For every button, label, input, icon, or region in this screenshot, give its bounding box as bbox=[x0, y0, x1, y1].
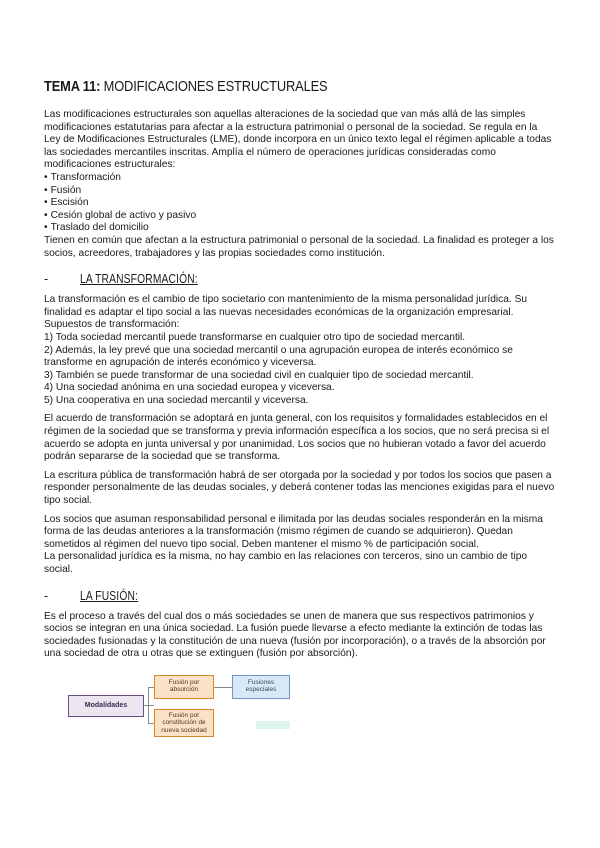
list-item: • Cesión global de activo y pasivo bbox=[44, 210, 556, 223]
intro-paragraph: Las modificaciones estructurales son aquellas alteraciones de la sociedad que van más allá de las simples modificaciones estatutarias para afectar a la estructura patrimonial o personal de la sociedad. Se regula en la Ley de Modificaciones Estructurales (LME), donde incorpora en un único texto legal el régimen aplicable a todas las sociedades mercantiles inscritas. Amplía el número de operaciones jurídicas consideradas como modificaciones estructurales: bbox=[44, 109, 552, 171]
fusiones-especiales-box: Fusiones especiales bbox=[232, 675, 290, 699]
transformacion-acuerdo: El acuerdo de transformación se adoptará en junta general, con los requisitos y formalidades establecidos en el régimen de la sociedad que se transforma y previa información específica a los socios, que no será precisa si el acuerdo se adopta en junta universal y por unanimidad. Los socios que no hubieran votado a favor del acuerdo podrán separarse de la sociedad que se transforma. bbox=[44, 413, 550, 463]
supuestos-list bbox=[44, 332, 556, 408]
heading-label: LA TRANSFORMACIÓN: bbox=[80, 272, 198, 287]
supuestos-label: Supuestos de transformación: bbox=[44, 319, 180, 331]
heading-dash: - bbox=[44, 588, 49, 603]
title-number: TEMA 11: bbox=[44, 78, 101, 95]
section-heading-fusion bbox=[44, 589, 556, 603]
document-page bbox=[44, 78, 556, 741]
connector-line bbox=[214, 687, 232, 688]
list-item: • Escisión bbox=[44, 197, 556, 210]
fusion-modalidades-diagram bbox=[44, 671, 556, 741]
heading-dash: - bbox=[44, 272, 49, 287]
heading-label: LA FUSIÓN: bbox=[80, 588, 139, 603]
fusion-definition: Es el proceso a través del cual dos o más sociedades se unen de manera que sus respectivos patrimonios y socios se integran en una única sociedad. La fusión puede llevarse a efecto mediante la extinción de todas las sociedades fusionadas y la constitución de una nueva (fusión por incorporación), o a través de la absorción por una sociedad de otra u otras que se extinguen (fusión por absorción). bbox=[44, 610, 546, 660]
list-item: 5) Una cooperativa en una sociedad mercantil y viceversa. bbox=[44, 394, 309, 406]
list-item: 1) Toda sociedad mercantil puede transformarse en cualquier otro tipo de sociedad mercantil. bbox=[44, 331, 466, 343]
list-item: 2) Además, la ley prevé que una sociedad mercantil o una agrupación europea de interés económico se transforme en agrupación de interés económico y viceversa. bbox=[44, 344, 513, 369]
modifications-list bbox=[44, 172, 556, 235]
diagram-placeholder-box bbox=[256, 721, 290, 729]
modalidades-box: Modalidades bbox=[68, 695, 144, 717]
section-heading-transformacion bbox=[44, 272, 556, 286]
connector-line bbox=[148, 687, 149, 723]
connector-line bbox=[144, 705, 154, 706]
transformacion-personalidad: La personalidad jurídica es la misma, no hay cambio en las relaciones con terceros, sino un cambio de tipo social. bbox=[44, 551, 528, 575]
list-item: 3) También se puede transformar de una sociedad civil en cualquier tipo de sociedad mercantil. bbox=[44, 369, 474, 381]
fusion-constitucion-box: Fusión por constitución de nueva sociedad bbox=[154, 709, 214, 737]
transformacion-definition: La transformación es el cambio de tipo societario con mantenimiento de la misma personalidad jurídica. Su finalidad es adaptar el tipo social a las nuevas necesidades económicas de la organización empresarial. bbox=[44, 294, 528, 318]
transformacion-escritura: La escritura pública de transformación habrá de ser otorgada por la sociedad y por todos los socios que pasen a responder personalmente de las deudas sociales, y deberá contener todas las menciones exigidas para el nuevo tipo social. bbox=[44, 469, 555, 507]
list-item: • Transformación bbox=[44, 172, 556, 185]
intro-closing: Tienen en común que afectan a la estructura patrimonial o personal de la sociedad. La finalidad es proteger a los socios, acreedores, trabajadores y las propias sociedades como institución. bbox=[44, 234, 554, 259]
list-item: 4) Una sociedad anónima en una sociedad europea y viceversa. bbox=[44, 382, 335, 394]
list-item: • Fusión bbox=[44, 185, 556, 198]
title-text: MODIFICACIONES ESTRUCTURALES bbox=[103, 78, 328, 95]
list-item: • Traslado del domicilio bbox=[44, 222, 556, 235]
page-title bbox=[44, 78, 484, 95]
transformacion-socios: Los socios que asuman responsabilidad personal e ilimitada por las deudas sociales responderán en la misma forma de las deudas anteriores a la transformación (mismo régimen de cuando se adquirieron). Quedan sometidos al régimen del nuevo tipo social. Deben mantener el mismo % de participación social. bbox=[44, 513, 543, 550]
fusion-absorcion-box: Fusión por absorción bbox=[154, 675, 214, 699]
